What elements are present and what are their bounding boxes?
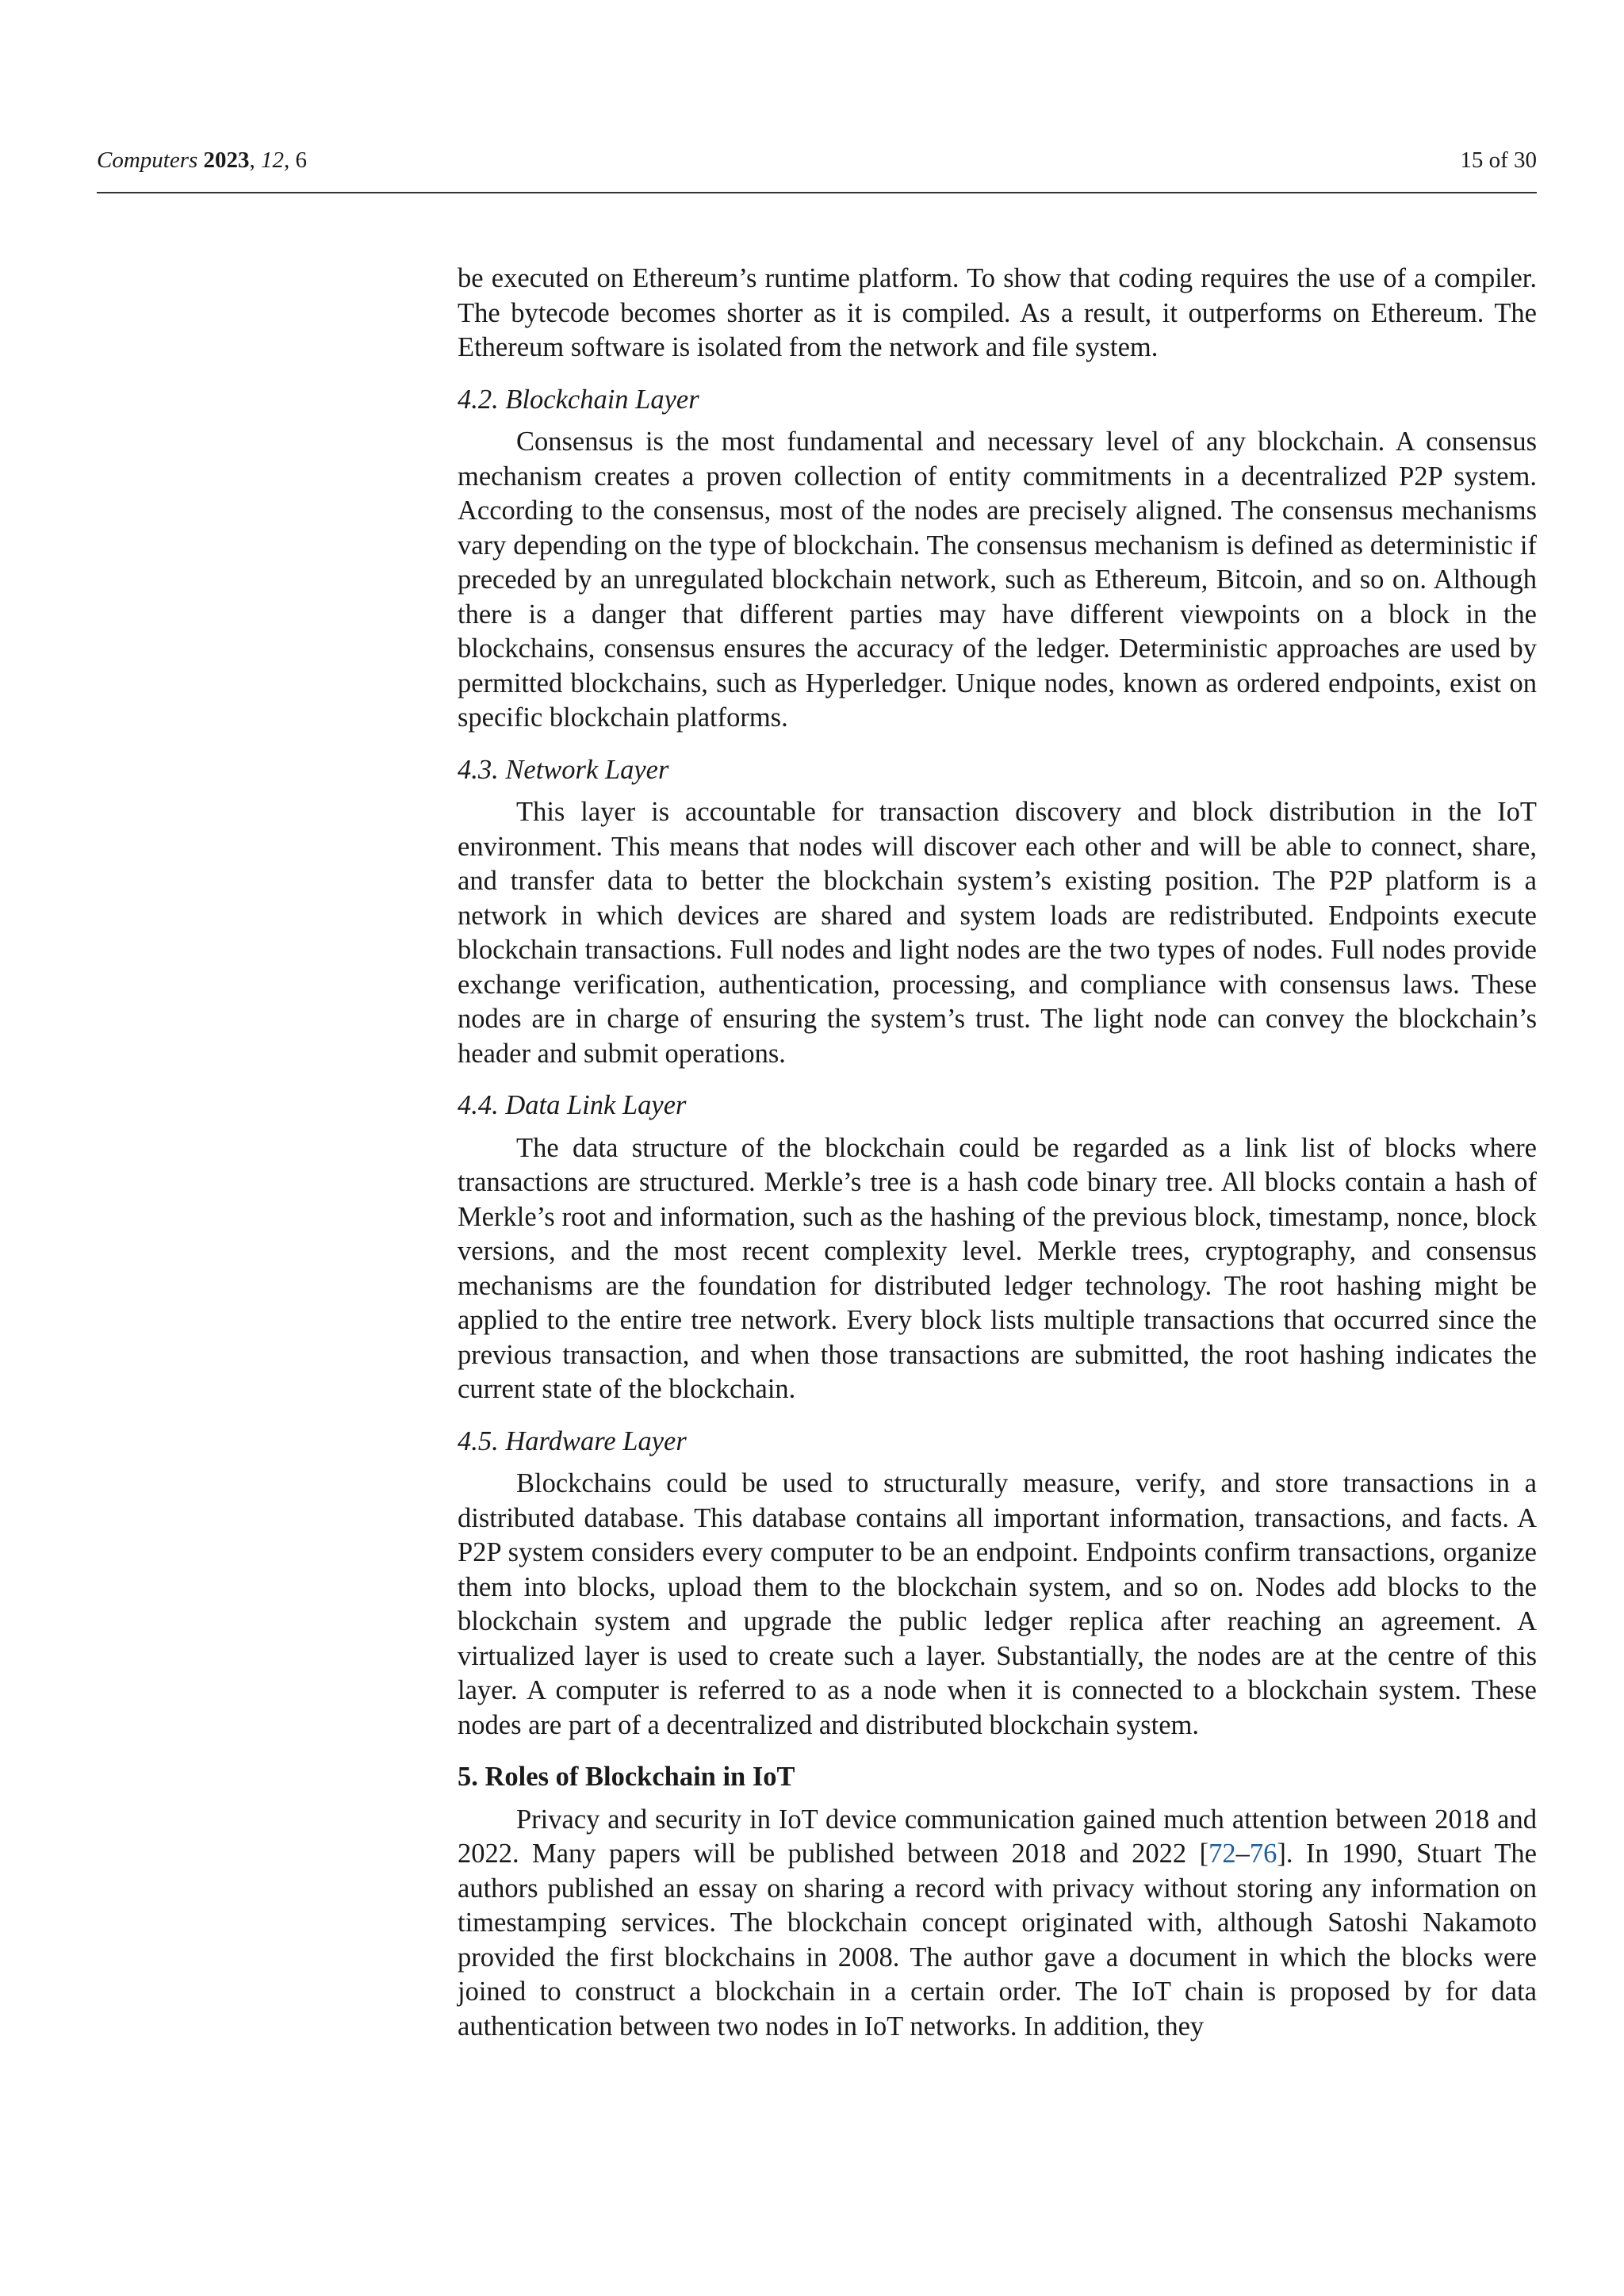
section-heading-4-5: 4.5. Hardware Layer: [458, 1425, 687, 1456]
section-heading-5: 5. Roles of Blockchain in IoT: [458, 1762, 795, 1792]
continuation-paragraph: be executed on Ethereum’s runtime platform. To show that coding requires the use of a compiler. The bytecode becomes shorter as it is compiled. As a result, it outperforms on Ethereum. The Ethereum software is isolated from the network and file system.: [458, 263, 1537, 362]
section-heading-4-3: 4.3. Network Layer: [458, 754, 669, 785]
section-body-5-part1: Privacy and security in IoT device communication gained much attention between 2018 and 2022. Many papers will be published between 2018 and 2022 [: [458, 1804, 1537, 1869]
journal-name: Computers: [97, 147, 198, 173]
citation-link-72[interactable]: 72: [1208, 1839, 1236, 1869]
journal-year: 2023: [203, 147, 250, 173]
page-header: [97, 147, 1537, 193]
section-body-4-2: Consensus is the most fundamental and necessary level of any blockchain. A consensus mechanism creates a proven collection of entity commitments in a decentralized P2P system. According to the consensus, most of the nodes are precisely aligned. The consensus mechanisms vary depending on the type of blockchain. The consensus mechanism is defined as deterministic if preceded by an unregulated blockchain network, such as Ethereum, Bitcoin, and so on. Although there is a danger that different parties may have different viewpoints on a block in the blockchains, consensus ensures the accuracy of the ledger. Deterministic approaches are used by permitted blockchains, such as Hyperledger. Unique nodes, known as ordered endpoints, exist on specific blockchain platforms.: [458, 427, 1537, 733]
journal-article-number: 6: [295, 147, 308, 173]
section-body-4-4: The data structure of the blockchain could be regarded as a link list of blocks where transactions are structured. Merkle’s tree is a hash code binary tree. All blocks contain a hash of Merkle’s root and information, such as the hashing of the previous block, timestamp, nonce, block versions, and the most recent complexity level. Merkle trees, cryptography, and consensus mechanisms are the foundation for distributed ledger technology. The root hashing might be applied to the entire tree network. Every block lists multiple transactions that occurred since the previous transaction, and when those transactions are submitted, the root hashing indicates the current state of the blockchain.: [458, 1132, 1537, 1404]
section-body-4-5: Blockchains could be used to structurally measure, verify, and store transactions in a distributed database. This database contains all important information, transactions, and facts. A P2P system considers every computer to be an endpoint. Endpoints confirm transactions, organize them into blocks, upload them to the blockchain system, and so on. Nodes add blocks to the blockchain system and upgrade the public ledger replica after reaching an agreement. A virtualized layer is used to create such a layer. Substantially, the nodes are at the centre of this layer. A computer is referred to as a node when it is connected to a blockchain system. These nodes are part of a decentralized and distributed blockchain system.: [458, 1468, 1537, 1740]
journal-citation: Computers 2023, 12, 6: [97, 147, 308, 173]
main-text: [458, 262, 1537, 2044]
page-number: 15 of 30: [1460, 147, 1537, 173]
section-body-5: [458, 1803, 1537, 2045]
journal-volume: 12: [261, 147, 285, 173]
section-heading-4-2: 4.2. Blockchain Layer: [458, 384, 699, 415]
section-body-4-3: This layer is accountable for transaction discovery and block distribution in the IoT environment. This means that nodes will discover each other and will be able to connect, share, and transfer data to better the blockchain system’s existing position. The P2P platform is a network in which devices are shared and system loads are redistributed. Endpoints execute blockchain transactions. Full nodes and light nodes are the two types of nodes. Full nodes provide exchange verification, authentication, processing, and compliance with consensus laws. These nodes are in charge of ensuring the system’s trust. The light node can convey the blockchain’s header and submit operations.: [458, 797, 1537, 1069]
citation-dash: –: [1235, 1839, 1250, 1869]
section-heading-4-4: 4.4. Data Link Layer: [458, 1090, 687, 1120]
citation-link-76[interactable]: 76: [1249, 1839, 1277, 1869]
section-body-5-part2: ]. In 1990, Stuart The authors published an essay on sharing a record with privacy without storing any information on timestamping services. The blockchain concept originated with, although Satoshi Nakamoto provided the first blockchains in 2008. The author gave a document in which the blocks were joined to construct a blockchain in a certain order. The IoT chain is proposed by for data authentication between two nodes in IoT networks. In addition, they: [458, 1839, 1537, 2042]
